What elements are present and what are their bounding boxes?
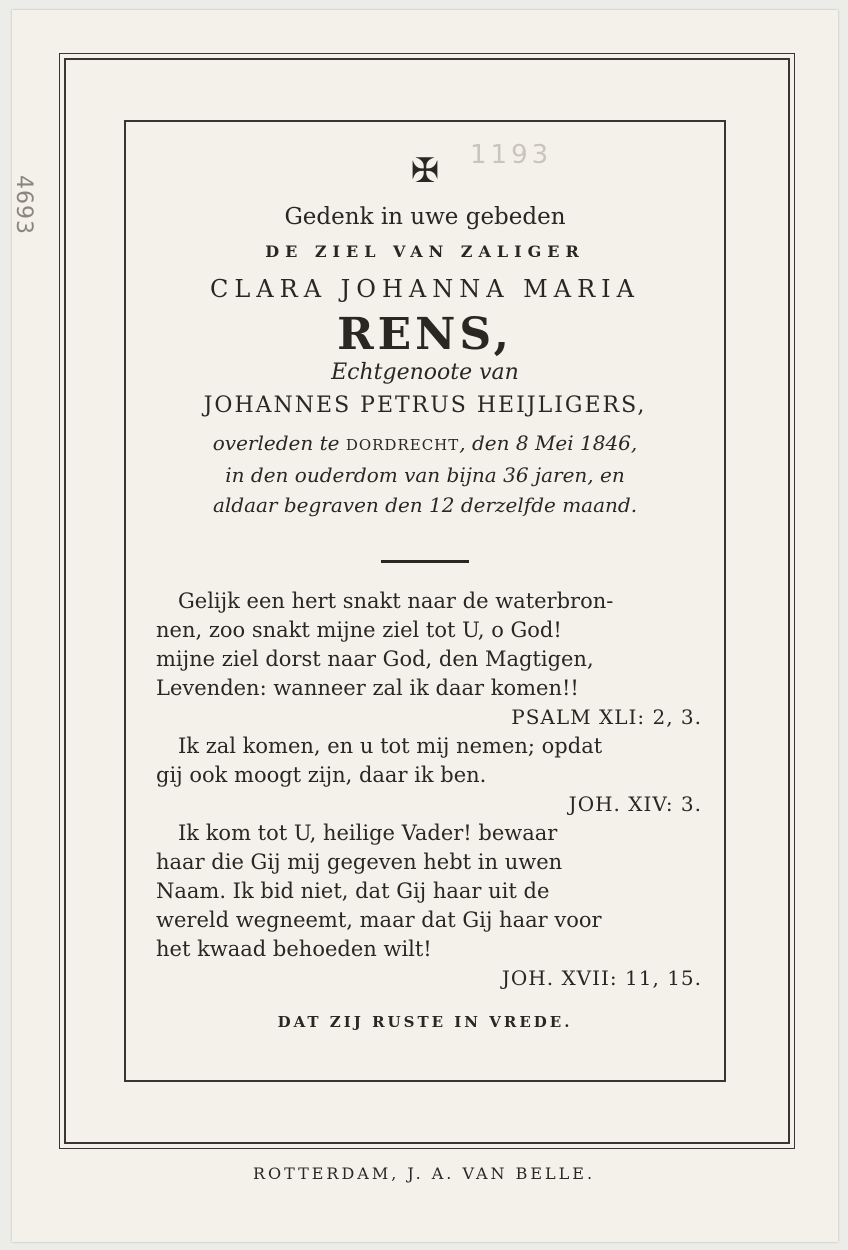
scripture-verses	[126, 587, 724, 993]
spouse-intro: Echtgenoote van	[331, 360, 519, 385]
death-line-3: aldaar begraven den 12 derzelfde maand.	[212, 493, 638, 517]
verse-reference: JOH. XVII: 11, 15.	[501, 966, 702, 990]
handwritten-margin-number: 4693	[11, 175, 36, 235]
verse-line: nen, zoo snakt mijne ziel tot U, o God!	[156, 618, 562, 642]
death-line-1	[126, 428, 724, 460]
soul-of-line: DE ZIEL VAN ZALIGER	[265, 242, 585, 261]
death-line-2: in den ouderdom van bijna 36 jaren, en	[225, 463, 625, 487]
card-content	[126, 120, 724, 1031]
verse-line: gij ook moogt zijn, daar ik ben.	[156, 763, 487, 787]
spouse-name: JOHANNES PETRUS HEIJLIGERS,	[203, 393, 647, 418]
verse-line: Ik kom tot U, heilige Vader! bewaar	[178, 821, 558, 845]
verse-line: Ik zal komen, en u tot mij nemen; opdat	[178, 734, 603, 758]
faded-stamp-number: 1193	[470, 140, 553, 170]
verse-line: Gelijk een hert snakt naar de waterbron-	[178, 589, 614, 613]
death-text-a: overleden te	[212, 431, 346, 455]
verse-line: mijne ziel dorst naar God, den Magtigen,	[156, 647, 594, 671]
cross-icon: ✠	[410, 151, 440, 191]
closing-line: DAT ZIJ RUSTE IN VREDE.	[277, 1013, 573, 1031]
death-details	[126, 428, 724, 520]
verse-line: haar die Gij mij gegeven hebt in uwen	[156, 850, 563, 874]
printer-imprint: ROTTERDAM, J. A. VAN BELLE.	[252, 1164, 596, 1183]
given-names: CLARA JOHANNA MARIA	[210, 275, 640, 303]
verse-line: wereld wegneemt, maar dat Gij haar voor	[156, 908, 602, 932]
surname: RENS,	[337, 309, 513, 360]
verse-line: Naam. Ik bid niet, dat Gij haar uit de	[156, 879, 550, 903]
verse-line: het kwaad behoeden wilt!	[156, 937, 432, 961]
verse-reference: PSALM XLI: 2, 3.	[511, 705, 702, 729]
prayer-request-line: Gedenk in uwe gebeden	[284, 204, 566, 230]
verse-reference: JOH. XIV: 3.	[568, 792, 702, 816]
death-date: , den 8 Mei 1846,	[459, 431, 638, 455]
death-place: DORDRECHT	[345, 436, 460, 454]
verse-line: Levenden: wanneer zal ik daar komen!!	[156, 676, 579, 700]
divider-rule	[381, 560, 469, 563]
